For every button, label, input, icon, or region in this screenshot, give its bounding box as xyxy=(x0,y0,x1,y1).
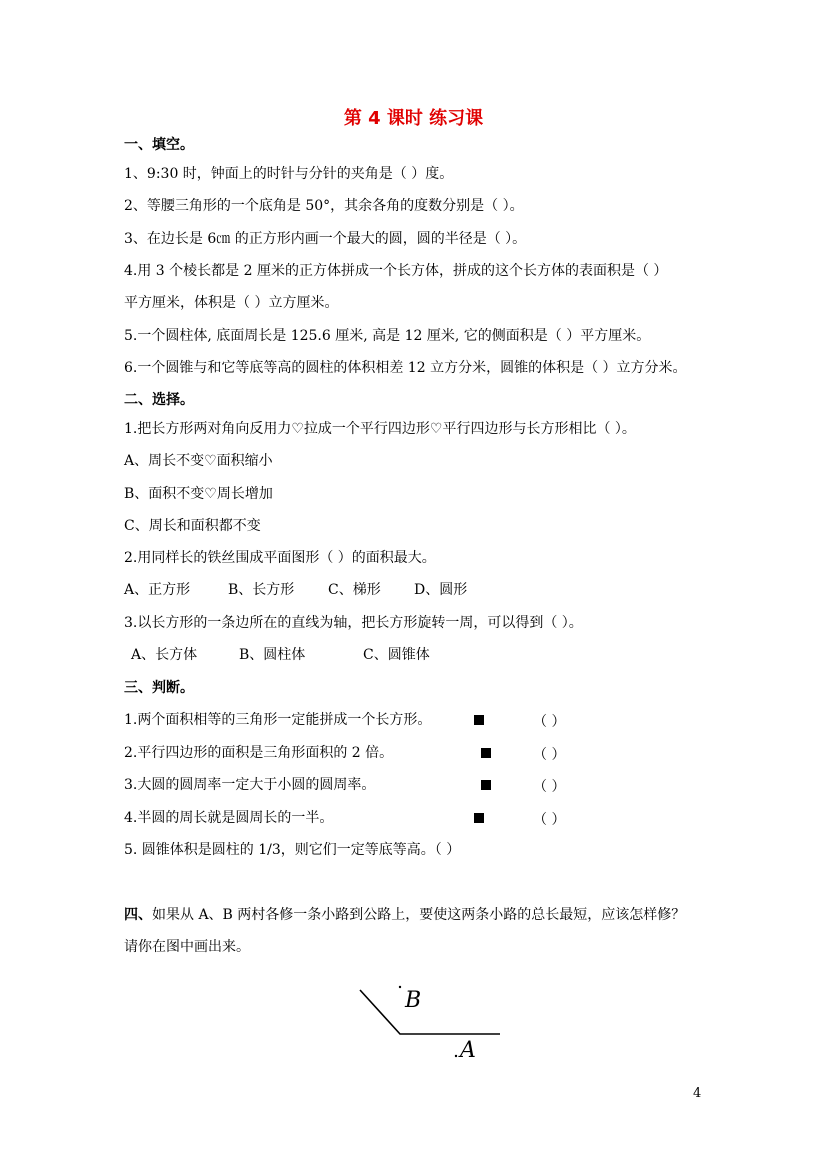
page-title: 第 4 课时 练习课 xyxy=(343,108,484,129)
choice-q1-option-a: A、周长不变♡面积缩小 xyxy=(124,453,273,469)
village-a-label: A xyxy=(460,1038,476,1063)
page-number: 4 xyxy=(693,1086,702,1101)
section-fill-heading: 一、填空。 xyxy=(124,137,194,153)
judge-question-3: 3.大圆的圆周率一定大于小圆的圆周率。 xyxy=(124,777,376,793)
choice-q3-option-a: A、长方体 xyxy=(131,647,198,663)
section-choice-heading: 二、选择。 xyxy=(124,392,194,408)
section-draw-heading: 四、 xyxy=(124,907,152,923)
choice-q2-option-c: C、梯形 xyxy=(328,582,381,598)
section-draw-question xyxy=(124,906,685,924)
fill-question-2: 2、等腰三角形的一个底角是 50°，其余各角的度数分别是（ ）。 xyxy=(124,198,524,214)
square-marker-icon xyxy=(474,715,484,725)
fill-question-4: 4.用 3 个棱长都是 2 厘米的正方体拼成一个长方体，拼成的这个长方体的表面积是（ ） xyxy=(124,263,668,279)
square-marker-icon xyxy=(481,748,491,758)
choice-q2-option-a: A、正方形 xyxy=(124,582,191,598)
judge-answer-1: （ ） xyxy=(533,714,566,730)
choice-q3-option-c: C、圆锥体 xyxy=(363,647,430,663)
choice-question-3: 3.以长方形的一条边所在的直线为轴，把长方形旋转一周，可以得到（ ）。 xyxy=(124,615,583,631)
road-line xyxy=(360,990,500,1034)
choice-q2-option-b: B、长方形 xyxy=(228,582,295,598)
village-b-label: B xyxy=(405,988,422,1013)
choice-q1-option-b: B、面积不变♡周长增加 xyxy=(124,486,273,502)
fill-question-5: 5.一个圆柱体, 底面周长是 125.6 厘米, 高是 12 厘米, 它的侧面积是（ ）平方厘米。 xyxy=(124,328,651,344)
fill-question-3: 3、在边长是 6㎝ 的正方形内画一个最大的圆，圆的半径是（ ）。 xyxy=(124,231,527,247)
choice-q3-option-b: B、圆柱体 xyxy=(239,647,306,663)
judge-question-4: 4.半圆的周长就是圆周长的一半。 xyxy=(124,810,334,826)
judge-question-5: 5. 圆锥体积是圆柱的 1/3，则它们一定等底等高。（ ） xyxy=(124,842,461,858)
square-marker-icon xyxy=(474,813,484,823)
choice-question-1: 1.把长方形两对角向反用力♡拉成一个平行四边形♡平行四边形与长方形相比（ ）。 xyxy=(124,421,636,437)
section-judge-heading: 三、判断。 xyxy=(124,680,194,696)
fill-question-4-cont: 平方厘米，体积是（ ）立方厘米。 xyxy=(124,295,339,311)
fill-question-1: 1、9:30 时，钟面上的时针与分针的夹角是（ ）度。 xyxy=(124,166,454,182)
village-a-point xyxy=(455,1055,457,1057)
draw-question-text-2: 请你在图中画出来。 xyxy=(124,939,250,955)
judge-question-2: 2.平行四边形的面积是三角形面积的 2 倍。 xyxy=(124,745,394,761)
draw-question-text: 如果从 A、B 两村各修一条小路到公路上，要使这两条小路的总长最短，应该怎样修？ xyxy=(152,907,686,923)
fill-question-6: 6.一个圆锥与和它等底等高的圆柱的体积相差 12 立方分米，圆锥的体积是（ ）立方分米。 xyxy=(124,360,687,376)
judge-answer-3: （ ） xyxy=(533,779,566,795)
choice-q3-options xyxy=(131,646,430,664)
square-marker-icon xyxy=(481,780,491,790)
choice-q2-option-d: D、圆形 xyxy=(414,582,468,598)
choice-question-2: 2.用同样长的铁丝围成平面图形（ ）的面积最大。 xyxy=(124,550,436,566)
road-diagram xyxy=(350,975,510,1065)
village-b-point xyxy=(399,986,401,988)
judge-answer-4: （ ） xyxy=(533,812,566,828)
choice-q1-option-c: C、周长和面积都不变 xyxy=(124,518,261,534)
judge-answer-2: （ ） xyxy=(533,747,566,763)
judge-question-1: 1.两个面积相等的三角形一定能拼成一个长方形。 xyxy=(124,712,432,728)
choice-q2-options xyxy=(124,581,467,599)
